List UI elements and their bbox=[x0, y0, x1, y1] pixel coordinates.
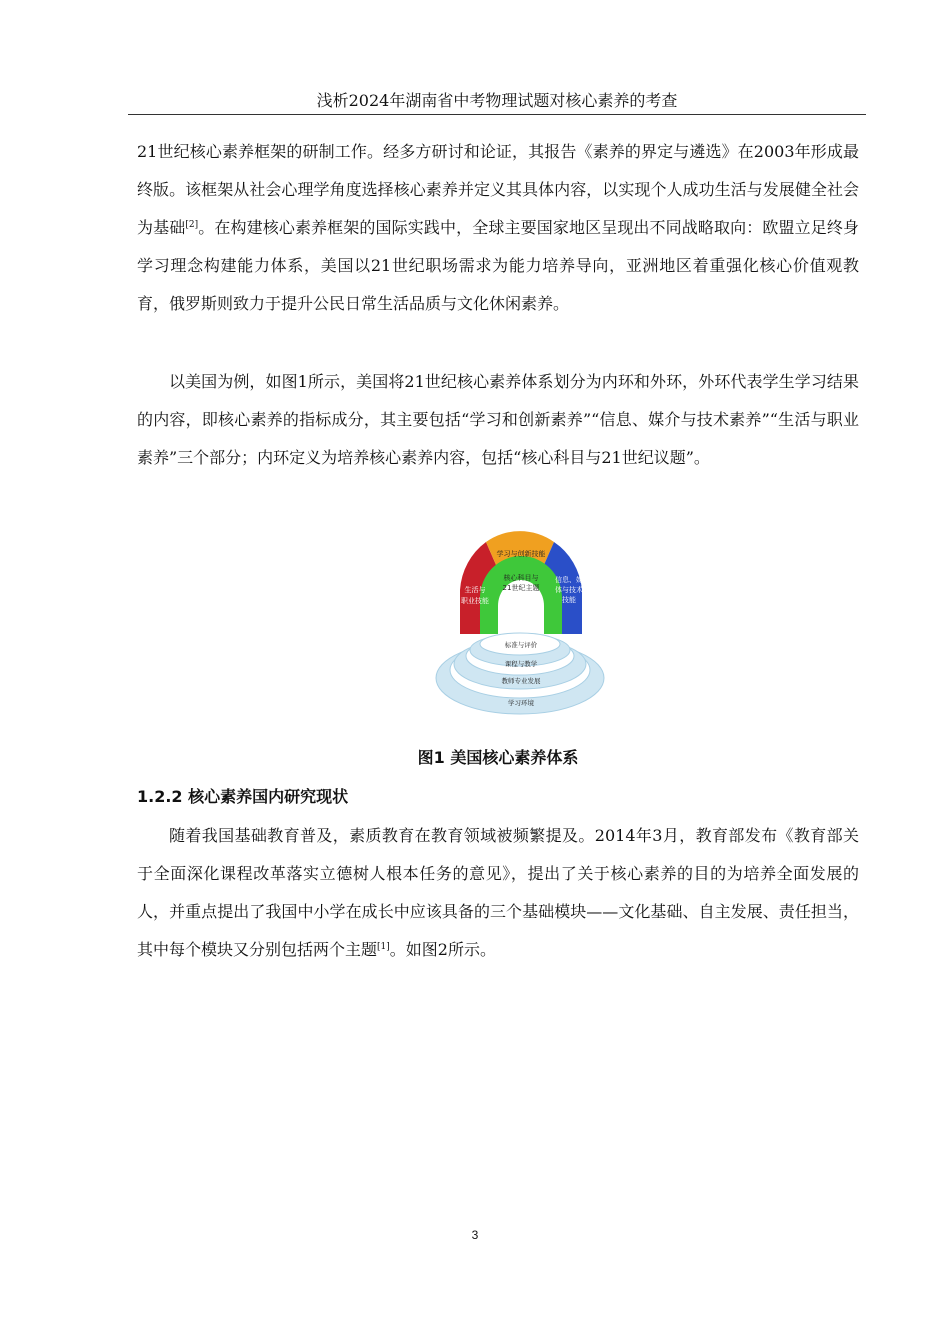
running-header: 浅析2024年湖南省中考物理试题对核心素养的考查 bbox=[128, 90, 866, 115]
paragraph-3 bbox=[137, 817, 859, 969]
label-core-subjects-2: 21世纪主题 bbox=[502, 584, 540, 592]
paragraph-3-text: 随着我国基础教育普及，素质教育在教育领域被频繁提及。2014年3月，教育部发布《教育部关于全面深化课程改革落实立德树人根本任务的意见》，提出了关于核心素养的目的为培养全面发展的人，并重点提出了我国中小学在成长中应该具备的三个基础模块——文化基础、自主发展、责任担当，其中每个模块又分别包括两个主题 bbox=[137, 826, 859, 959]
figure-1 bbox=[428, 530, 614, 720]
label-ring-teacher: 教师专业发展 bbox=[501, 677, 541, 685]
label-ring-standards: 标准与评价 bbox=[504, 641, 538, 649]
section-heading: 1.2.2 核心素养国内研究现状 bbox=[137, 787, 349, 806]
citation-2[interactable]: [2] bbox=[185, 220, 199, 230]
label-life-career-1: 生活与 bbox=[464, 586, 486, 594]
label-learning-innovation: 学习与创新技能 bbox=[496, 550, 546, 558]
label-ring-environment: 学习环境 bbox=[508, 699, 534, 707]
label-info-media-1: 信息、媒 bbox=[555, 576, 583, 584]
label-info-media-2: 体与技术 bbox=[555, 586, 583, 594]
label-ring-curriculum: 课程与教学 bbox=[504, 660, 538, 668]
paragraph-2: 以美国为例，如图1所示，美国将21世纪核心素养体系划分为内环和外环，外环代表学生学习结果的内容，即核心素养的指标成分，其主要包括“学习和创新素养”“信息、媒介与技术素养”“生活与职业素养”三个部分；内环定义为培养核心素养内容，包括“核心科目与21世纪议题”。 bbox=[137, 372, 859, 467]
label-life-career-2: 职业技能 bbox=[461, 597, 489, 605]
paragraph-1-text: 21世纪核心素养框架的研制工作。经多方研讨和论证，其报告《素养的界定与遴选》在2003年形成最终版。该框架从社会心理学角度选择核心素养并定义其具体内容，以实现个人成功生活与发展健全社会为基础 bbox=[137, 142, 859, 237]
core-literacy-diagram bbox=[428, 530, 614, 720]
citation-1[interactable]: [1] bbox=[377, 942, 390, 952]
paragraph-1 bbox=[137, 133, 859, 323]
paragraph-3-text-cont: 。如图2所示。 bbox=[389, 940, 496, 959]
page-number: 3 bbox=[471, 1228, 479, 1242]
paragraph-1-text-cont: 。在构建核心素养框架的国际实践中，全球主要国家地区呈现出不同战略取向：欧盟立足终身学习理念构建能力体系，美国以21世纪职场需求为能力培养导向，亚洲地区着重强化核心价值观教育，俄罗斯则致力于提升公民日常生活品质与文化休闲素养。 bbox=[137, 218, 859, 313]
label-info-media-3: 技能 bbox=[562, 596, 576, 604]
figure-caption: 图1 美国核心素养体系 bbox=[417, 748, 579, 767]
label-core-subjects-1: 核心科目与 bbox=[503, 574, 539, 582]
